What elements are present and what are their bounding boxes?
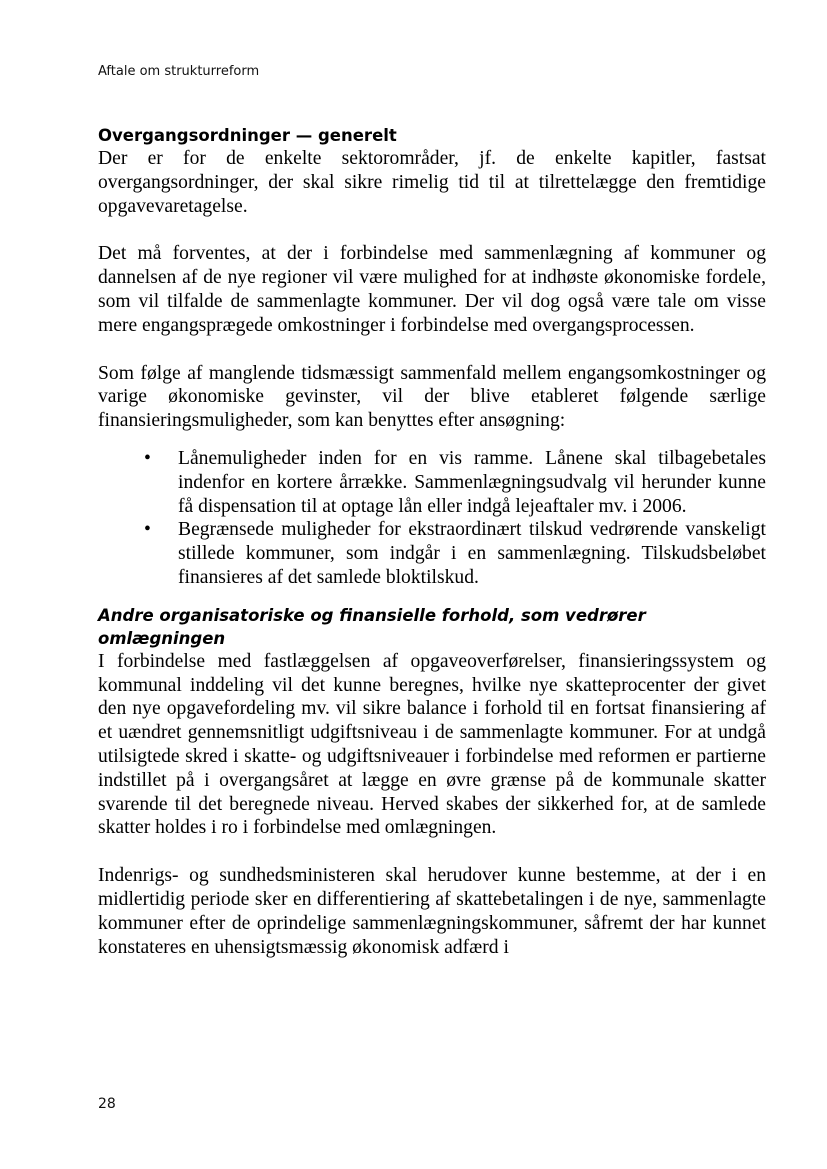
bullet-icon: • (144, 447, 151, 469)
page-number: 28 (98, 1096, 116, 1112)
paragraph-spacer (98, 218, 766, 242)
paragraph: Indenrigs- og sundhedsministeren skal herudover kunne bestemme, at der i en midlertidig periode sker en differentiering af skattebetalingen i de nye, sammenlagte kommuner efter de oprindelige sammenlægningskommuner, såfremt der har kunnet konstateres en uhensigtsmæssig økonomisk adfærd i (98, 865, 766, 958)
paragraph-spacer (98, 590, 766, 604)
paragraph-spacer (98, 840, 766, 864)
bullet-icon: • (144, 519, 151, 541)
bullet-item (98, 447, 766, 518)
bullet-text: Lånemuligheder inden for en vis ramme. Lånene skal tilbagebetales indenfor en kortere årrække. Sammenlægningsudvalg vil herunder kunne få dispensation til at optage lån eller indgå lejeaftaler mv. i 2006. (178, 447, 766, 517)
paragraph: Det må forventes, at der i forbindelse med sammenlægning af kommuner og dannelsen af de nye regioner vil være mulighed for at indhøste økonomiske fordele, som vil tilfalde de sammenlagte kommuner. Der vil dog også være tale om visse mere engangsprægede omkostninger i forbindelse med overgangsprocessen. (98, 243, 766, 336)
paragraph-spacer (98, 338, 766, 362)
section-heading-other-matters: Andre organisatoriske og finansielle forhold, som vedrører omlægningen (98, 605, 646, 648)
paragraph: I forbindelse med fastlæggelsen af opgaveoverførelser, finansieringssystem og kommunal inddeling vil det kunne beregnes, hvilke nye skatteprocenter der givet den nye opgavefordeling mv. vil sikre balance i forhold til en fortsat finansiering af et uændret gennemsnitligt udgiftsniveau i de sammenlagte kommuner. For at undgå utilsigtede skred i skatte- og udgiftsniveauer i forbindelse med reformen er partierne indstillet på i overgangsåret at lægge en øvre grænse på de kommunale skatter svarende til det beregnede niveau. Herved skabes der sikkerhed for, at de samlede skatter holdes i ro i forbindelse med omlægningen. (98, 650, 766, 839)
paragraph: Der er for de enkelte sektorområder, jf. de enkelte kapitler, fastsat overgangsordninger, der skal sikre rimelig tid til at tilrettelægge den fremtidige opgavevaretagelse. (98, 148, 766, 217)
running-header: Aftale om strukturreform (98, 64, 260, 79)
bullet-list (98, 447, 766, 590)
paragraph: Som følge af manglende tidsmæssigt sammenfald mellem engangsomkostninger og varige økonomiske gevinster, vil der blive etableret følgende særlige finansieringsmuligheder, som kan benyttes efter ansøgning: (98, 362, 766, 432)
bullet-text: Begrænsede muligheder for ekstraordinært tilskud vedrørende vanskeligt stillede kommuner, som indgår i en sammenlægning. Tilskudsbeløbet finansieres af det samlede bloktilskud. (178, 519, 766, 588)
bullet-item (98, 518, 766, 589)
page-content (98, 125, 766, 959)
section-heading-transition: Overgangsordninger — generelt (98, 126, 397, 145)
paragraph-spacer (98, 433, 766, 447)
